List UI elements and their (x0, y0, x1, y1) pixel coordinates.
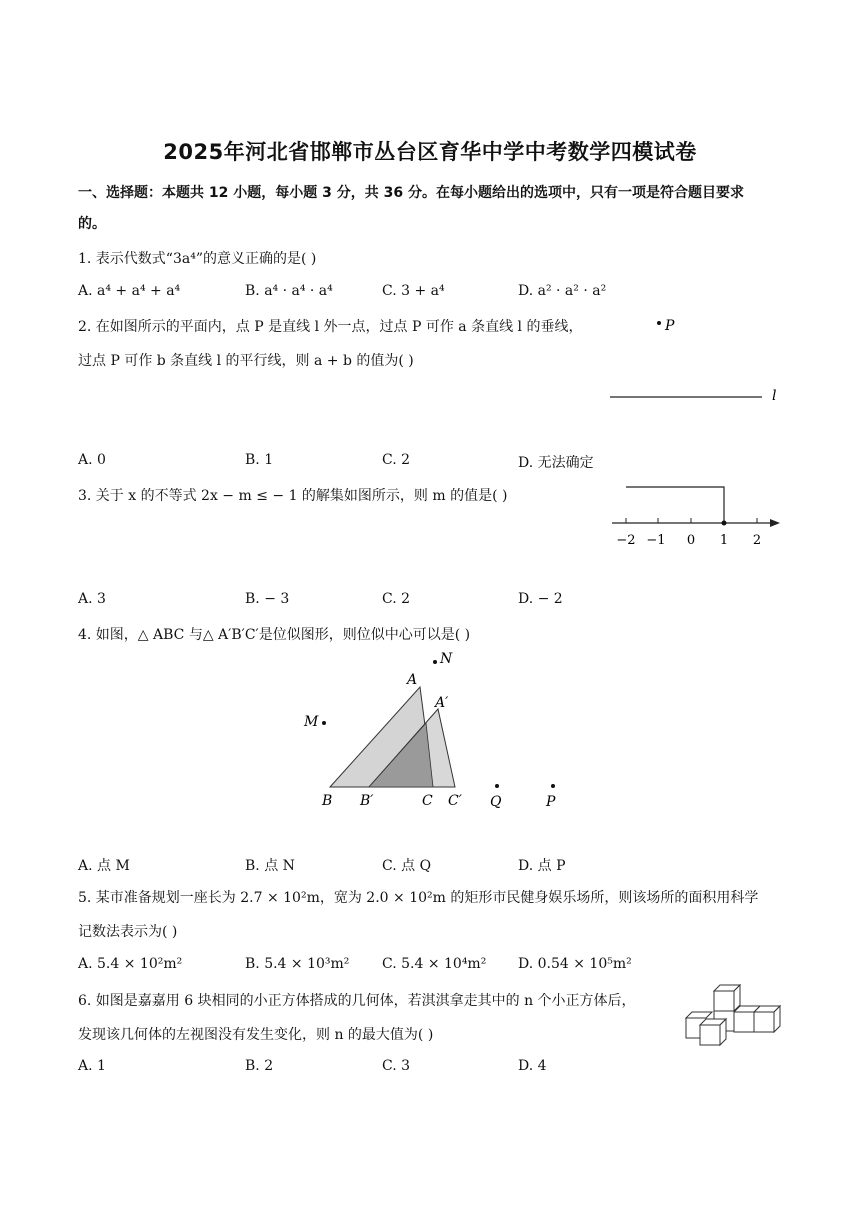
question-6-stem-line2: 发现该几何体的左视图没有发生变化，则 n 的最大值为( ) (78, 1027, 434, 1043)
svg-text:M: M (304, 714, 319, 730)
q5-option-c: C. 5.4 × 10⁴m² (382, 956, 487, 972)
svg-text:N: N (440, 651, 453, 667)
q5-option-d: D. 0.54 × 10⁵m² (518, 956, 632, 972)
section-heading-line2: 的。 (78, 216, 106, 232)
q2-option-c: C. 2 (382, 452, 411, 468)
question-3-stem: 3. 关于 x 的不等式 2x − m ≤ − 1 的解集如图所示，则 m 的值是( ) (78, 488, 508, 504)
endpoint-dot (722, 521, 727, 526)
point-n-dot (433, 660, 437, 664)
question-1-stem: 1. 表示代数式“3a⁴”的意义正确的是( ) (78, 251, 317, 267)
tick-label: −1 (646, 533, 666, 548)
question-5-stem-line1: 5. 某市准备规划一座长为 2.7 × 10²m，宽为 2.0 × 10²m 的矩形市民健身娱乐场所，则该场所的面积用科学 (78, 890, 759, 906)
q4-figure (300, 645, 580, 825)
q6-option-d: D. 4 (518, 1058, 547, 1074)
q6-option-b: B. 2 (245, 1058, 274, 1074)
point-p-dot (657, 321, 661, 325)
axis-arrow (770, 519, 780, 527)
q1-option-a: A. a⁴ + a⁴ + a⁴ (78, 283, 181, 299)
q4-option-c: C. 点 Q (382, 858, 432, 874)
tick-label: −2 (616, 533, 636, 548)
point-q-dot (495, 784, 499, 788)
question-6-stem-line1: 6. 如图是嘉嘉用 6 块相同的小正方体搭成的几何体，若淇淇拿走其中的 n 个小正方体后， (78, 993, 636, 1009)
section-heading-line1: 一、选择题：本题共 12 小题，每小题 3 分，共 36 分。在每小题给出的选项中，只有一项是符合题目要求 (78, 185, 744, 201)
question-4-stem: 4. 如图，△ ABC 与△ A′B′C′是位似图形，则位似中心可以是( ) (78, 627, 471, 643)
q5-option-b: B. 5.4 × 10³m² (245, 956, 350, 972)
q3-option-b: B. − 3 (245, 591, 290, 607)
q4-option-b: B. 点 N (245, 858, 295, 874)
question-2-stem-line1: 2. 在如图所示的平面内，点 P 是直线 l 外一点，过点 P 可作 a 条直线 l 的垂线， (78, 319, 583, 335)
svg-text:B: B (322, 793, 333, 809)
q2-option-a: A. 0 (78, 452, 106, 468)
svg-text:C′: C′ (448, 793, 462, 809)
q5-option-a: A. 5.4 × 10²m² (78, 956, 183, 972)
svg-text:B′: B′ (360, 793, 374, 809)
q3-number-line (600, 480, 790, 550)
q3-option-a: A. 3 (78, 591, 106, 607)
point-m-dot (322, 721, 326, 725)
svg-text:Q: Q (490, 794, 502, 810)
page-title: 2025年河北省邯郸市丛台区育华中学中考数学四模试卷 (163, 140, 697, 164)
svg-text:P: P (546, 794, 556, 810)
tick-label: 0 (686, 533, 696, 548)
q1-option-b: B. a⁴ · a⁴ · a⁴ (245, 283, 333, 299)
q2-figure (600, 310, 790, 410)
q3-option-c: C. 2 (382, 591, 411, 607)
q4-option-d: D. 点 P (518, 858, 566, 874)
svg-text:A′: A′ (435, 695, 449, 711)
tick-label: 2 (752, 533, 762, 548)
q6-cube-figure (680, 985, 785, 1055)
q1-option-c: C. 3 + a⁴ (382, 283, 445, 299)
q6-option-a: A. 1 (78, 1058, 106, 1074)
q4-option-a: A. 点 M (78, 858, 130, 874)
point-p-label: P (665, 318, 675, 334)
svg-text:A: A (407, 672, 418, 688)
tick-label: 1 (719, 533, 729, 548)
q1-option-d: D. a² · a² · a² (518, 283, 607, 299)
svg-text:C: C (422, 793, 433, 809)
point-p-dot (551, 784, 555, 788)
question-5-stem-line2: 记数法表示为( ) (78, 924, 178, 940)
q3-option-d: D. − 2 (518, 591, 563, 607)
question-2-stem-line2: 过点 P 可作 b 条直线 l 的平行线，则 a + b 的值为( ) (78, 353, 414, 369)
solution-set-bracket (626, 487, 724, 523)
line-l-label: l (772, 388, 777, 404)
q2-option-d: D. 无法确定 (518, 455, 594, 471)
q6-option-c: C. 3 (382, 1058, 411, 1074)
q2-option-b: B. 1 (245, 452, 274, 468)
